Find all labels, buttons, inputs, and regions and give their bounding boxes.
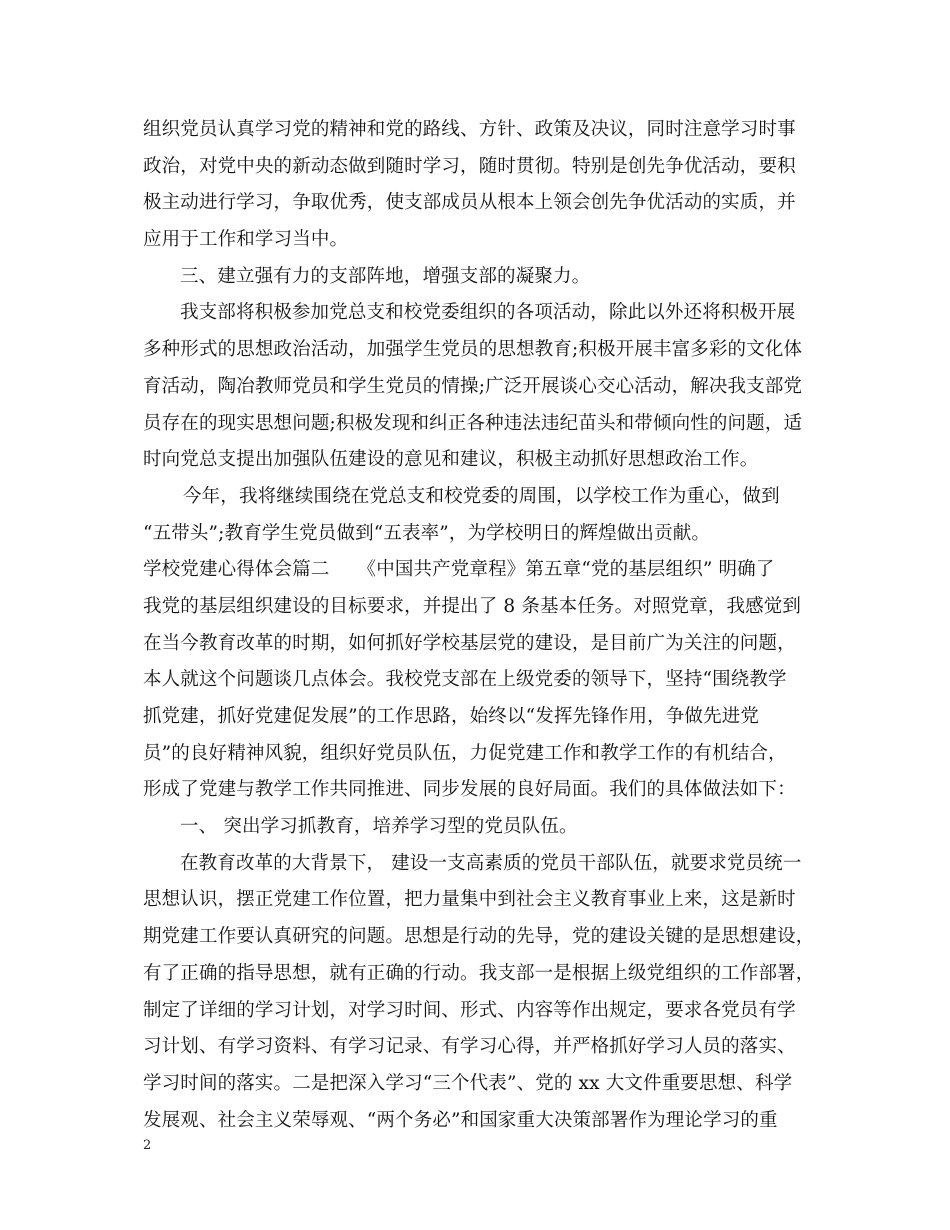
- paragraph-line: 在当今教育改革的时期，如何抓好学校基层党的建设，是目前广为关注的问题，: [143, 632, 796, 654]
- paragraph-line: 我党的基层组织建设的目标要求，并提出了 8 条基本任务。对照党章，我感觉到: [143, 595, 802, 617]
- section-heading: 一、 突出学习抓教育，培养学习型的党员队伍。: [180, 816, 578, 838]
- paragraph-line: 习计划、有学习资料、有学习记录、有学习心得，并严格抓好学习人员的落实、: [143, 1036, 796, 1058]
- paragraph-line: 员存在的现实思想问题;积极发现和纠正各种违法违纪苗头和带倾向性的问题，适: [143, 412, 803, 434]
- paragraph-line: 今年，我将继续围绕在党总支和校党委的周围，以学校工作为重心，做到: [183, 485, 780, 507]
- paragraph-line: 期党建工作要认真研究的问题。思想是行动的先导，党的建设关键的是思想建设，: [143, 926, 815, 948]
- paragraph-line: 应用于工作和学习当中。: [143, 229, 349, 251]
- paragraph-line: 我支部将积极参加党总支和校党委组织的各项活动，除此以外还将积极开展: [180, 302, 796, 324]
- paragraph-line: “五带头”;教育学生党员做到“五表率”，为学校明日的辉煌做出贡献。: [143, 522, 711, 544]
- paragraph-line: 抓党建，抓好党建促发展”的工作思路，始终以“发挥先锋作用，争做先进党: [143, 706, 760, 727]
- paragraph-line: 制定了详细的学习计划，对学习时间、形式、内容等作出规定，要求各党员有学: [143, 999, 796, 1021]
- paragraph-line: 有了正确的指导思想，就有正确的行动。我支部一是根据上级党组织的工作部署，: [143, 962, 815, 984]
- paragraph-line: 形成了党建与教学工作共同推进、同步发展的良好局面。我们的具体做法如下：: [143, 779, 796, 801]
- section-heading: 三、建立强有力的支部阵地，增强支部的凝聚力。: [180, 265, 591, 287]
- paragraph-line: 多种形式的思想政治活动，加强学生党员的思想教育;积极开展丰富多彩的文化体: [143, 339, 803, 361]
- paragraph-line: 思想认识，摆正党建工作位置，把力量集中到社会主义教育事业上来，这是新时: [143, 889, 796, 911]
- paragraph-line: 员”的良好精神风貌，组织好党员队伍，力促党建工作和教学工作的有机结合，: [143, 742, 787, 764]
- article-title-line: 学校党建心得体会篇二 《中国共产党章程》第五章“党的基层组织” 明确了: [143, 559, 775, 581]
- paragraph-line: 育活动，陶冶教师党员和学生党员的情操;广泛开展谈心交心活动，解决我支部党: [143, 375, 803, 397]
- paragraph-line: 在教育改革的大背景下， 建设一支高素质的党员干部队伍，就要求党员统一: [180, 852, 802, 874]
- paragraph-line: 发展观、社会主义荣辱观、“两个务必”和国家重大决策部署作为理论学习的重: [143, 1109, 778, 1131]
- paragraph-line: 时向党总支提出加强队伍建设的意见和建议，积极主动抓好思想政治工作。: [143, 449, 759, 471]
- paragraph-line: 学习时间的落实。二是把深入学习“三个代表”、党的 xx 大文件重要思想、科学: [143, 1072, 793, 1094]
- paragraph-line: 极主动进行学习，争取优秀，使支部成员从根本上领会创先争优活动的实质，并: [143, 192, 796, 214]
- paragraph-line: 本人就这个问题谈几点体会。我校党支部在上级党委的领导下，坚持“围绕教学: [143, 669, 787, 691]
- paragraph-line: 组织党员认真学习党的精神和党的路线、方针、政策及决议，同时注意学习时事: [143, 119, 796, 140]
- page-number: 2: [143, 1138, 152, 1153]
- paragraph-line: 政治，对党中央的新动态做到随时学习，随时贯彻。特别是创先争优活动，要积: [143, 155, 796, 177]
- body-text: [143, 112, 823, 1139]
